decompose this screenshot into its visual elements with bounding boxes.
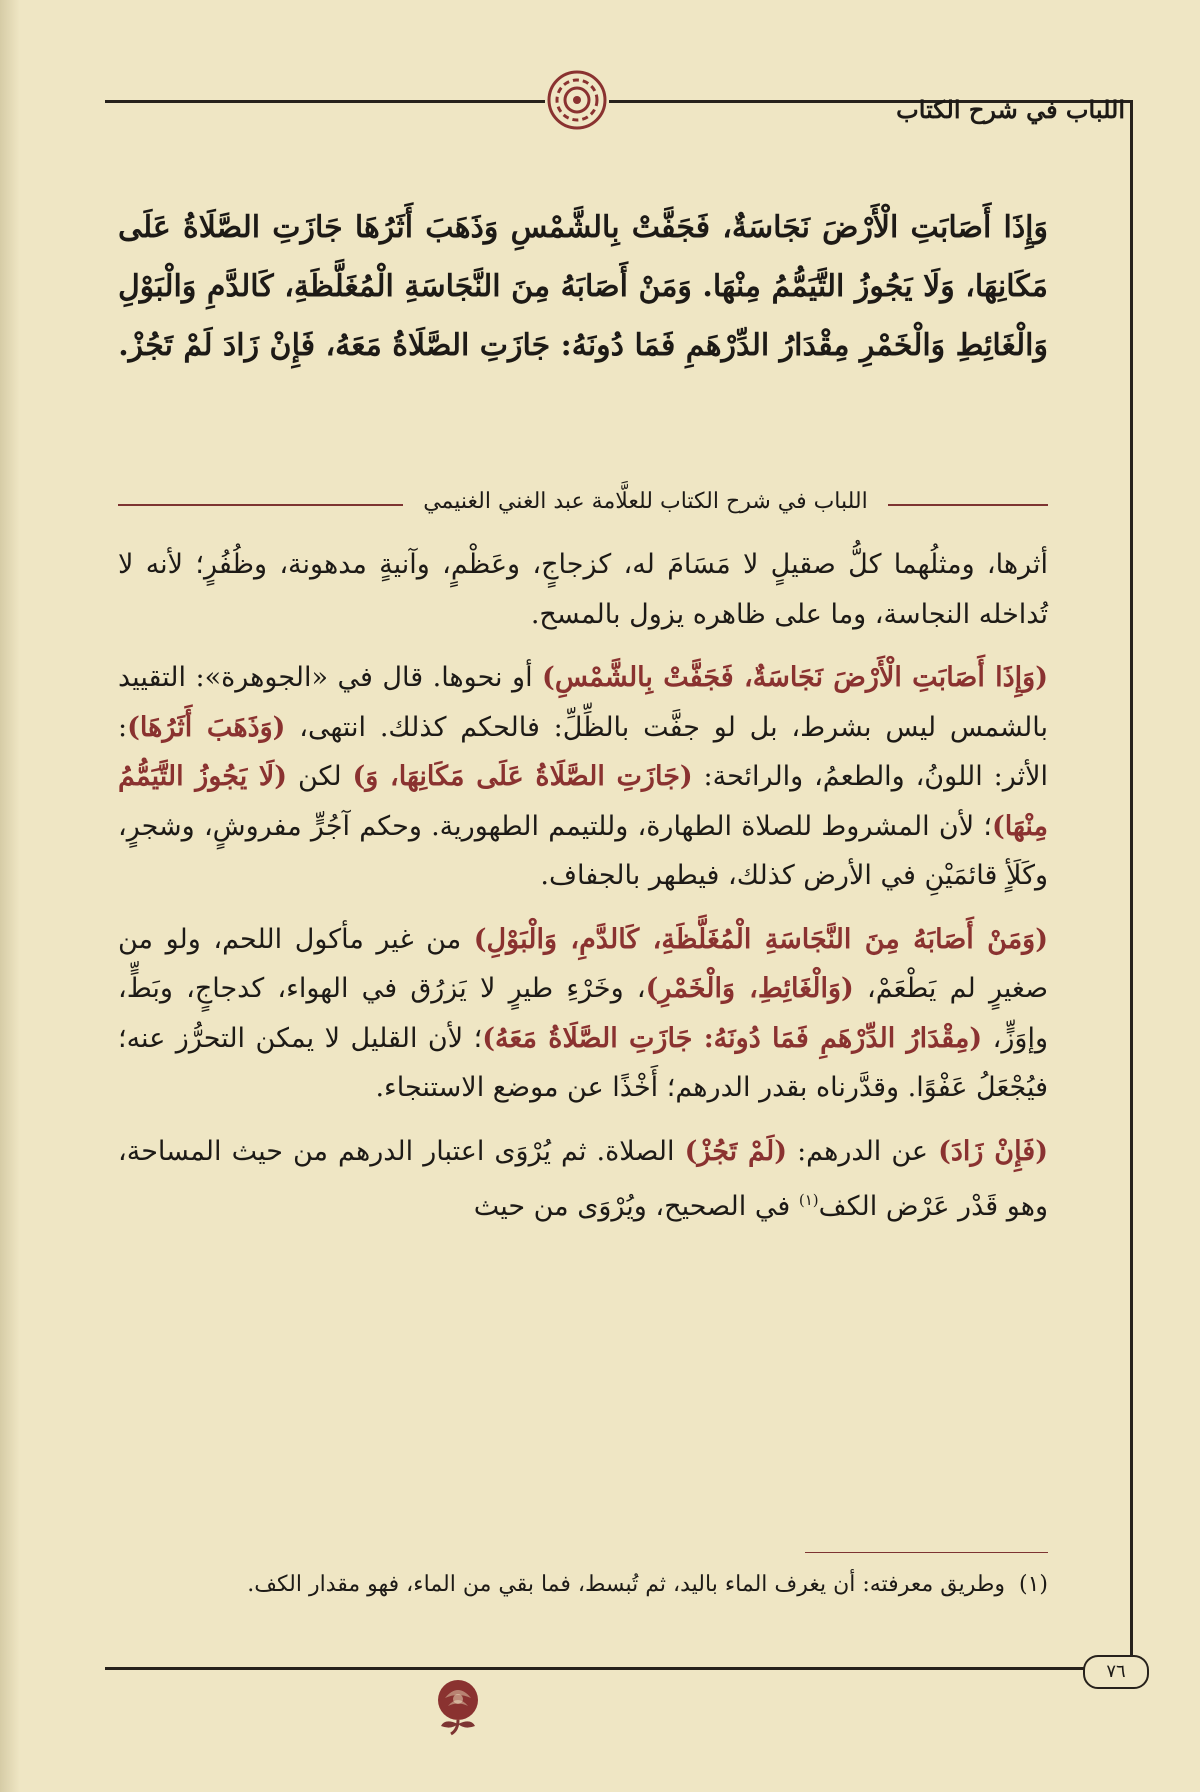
- commentary-span: الصلاة. ثم يُرْوَى اعتبار الدرهم من حيث المساحة، وهو قَدْر عَرْض الكف: [118, 1135, 1048, 1222]
- commentary-span: أو نحوها. قال في «الجوهرة»: التقييد بالشمس ليس بشرط، بل لو جفَّت بالظِّلِّ: فالحكم كذلك. انتهى،: [118, 662, 1049, 743]
- quoted-matn: (جَازَتِ الصَّلَاةُ عَلَى مَكَانِهَا، وَ): [352, 761, 693, 792]
- quoted-matn: (لَمْ تَجُزْ): [684, 1135, 788, 1167]
- commentary-paragraph: [118, 915, 1048, 1113]
- footnote-number: (١): [1018, 1572, 1048, 1597]
- commentary-divider: [118, 485, 1048, 525]
- commentary-paragraph: [118, 653, 1048, 901]
- commentary-span: عن الدرهم:: [787, 1135, 939, 1167]
- footnote-reference[interactable]: (١): [798, 1191, 819, 1209]
- footnote-separator: [805, 1552, 1048, 1553]
- commentary-caption: اللباب في شرح الكتاب للعلَّامة عبد الغني الغنيمي: [423, 489, 868, 514]
- commentary-span: من غير مأكول اللحم، ولو من صغيرٍ لم يَطْعَمْ،: [118, 923, 1048, 1004]
- quoted-matn: (وَمَنْ أَصَابَهُ مِنَ النَّجَاسَةِ الْمُغَلَّظَةِ، كَالدَّمِ، وَالْبَوْلِ): [473, 923, 1048, 955]
- page-number: ٧٦: [1083, 1655, 1149, 1689]
- main-text: [118, 198, 1048, 375]
- rose-ornament-icon: [423, 1668, 493, 1738]
- commentary-span: ، وخَرْءِ طيرٍ لا يَزرُق في الهواء، كدجاجٍ، وبَطٍّ، وإوَزٍّ،: [118, 973, 1048, 1054]
- commentary-span: في الصحيح، ويُرْوَى من حيث: [473, 1191, 799, 1222]
- quoted-matn: (فَإِنْ زَادَ): [938, 1135, 1048, 1167]
- commentary-text: [118, 540, 1048, 1246]
- quoted-matn: (لَا يَجُوزُ التَّيَمُّمُ مِنْهَا): [118, 761, 1048, 842]
- commentary-span: لكن: [287, 761, 353, 792]
- running-title: اللباب في شرح الكتاب: [896, 95, 1125, 124]
- quoted-matn: (وَذَهَبَ أَثَرُهَا): [127, 711, 286, 743]
- quoted-matn: (مِقْدَارُ الدِّرْهَمِ فَمَا دُونَهُ: جَازَتِ الصَّلَاةُ مَعَهُ): [482, 1022, 983, 1054]
- commentary-span: ؛ لأن المشروط للصلاة الطهارة، وللتيمم الطهورية. وحكم آجُرٍّ مفروشٍ، وشجرٍ، وكَلَأٍ قائمَيْنِ في الأرض كذلك، فيطهر بالجفاف.: [118, 810, 1048, 891]
- divider-line: [118, 504, 403, 506]
- commentary-span: ؛ لأن القليل لا يمكن التحرُّز عنه؛ فيُجْعَلُ عَفْوًا. وقدَّرناه بقدر الدرهم؛ أَخْذًا عن موضع الاستنجاء.: [118, 1022, 1048, 1103]
- quoted-matn: (وَالْغَائِطِ، وَالْخَمْرِ): [645, 973, 854, 1004]
- quoted-matn: (وَإِذَا أَصَابَتِ الْأَرْضَ نَجَاسَةٌ، فَجَفَّتْ بِالشَّمْسِ): [542, 662, 1048, 693]
- main-text-paragraph: وَإِذَا أَصَابَتِ الْأَرْضَ نَجَاسَةٌ، فَجَفَّتْ بِالشَّمْسِ وَذَهَبَ أَثَرُهَا جَازَتِ الصَّلَاةُ عَلَى مَكَانِهَا، وَلَا يَجُوزُ التَّيَمُّمُ مِنْهَا. وَمَنْ أَصَابَهُ مِنَ النَّجَاسَةِ الْمُغَلَّظَةِ، كَالدَّمِ وَالْبَوْلِ وَالْغَائِطِ وَالْخَمْرِ مِقْدَارُ الدِّرْهَمِ فَمَا دُونَهُ: جَازَتِ الصَّلَاةُ مَعَهُ، فَإِنْ زَادَ لَمْ تَجُزْ.: [118, 210, 1048, 363]
- footnote: [118, 1567, 1048, 1603]
- commentary-paragraph: [118, 1127, 1048, 1232]
- footnote-text: وطريق معرفته: أن يغرف الماء باليد، ثم تُبسط، فما بقي من الماء، فهو مقدار الكف.: [247, 1572, 1005, 1597]
- rosette-ornament-icon: [545, 68, 609, 132]
- commentary-paragraph: أثرها، ومثلُهما كلُّ صقيلٍ لا مَسَامَ له، كزجاجٍ، وعَظْمٍ، وآنيةٍ مدهونة، وظُفُرٍ؛ لأنه لا تُداخله النجاسة، وما على ظاهره يزول بالمسح.: [118, 549, 1048, 630]
- commentary-span: : الأثر: اللونُ، والطعمُ، والرائحة:: [118, 711, 1049, 792]
- divider-line: [888, 504, 1048, 506]
- page-edge: [0, 0, 20, 1792]
